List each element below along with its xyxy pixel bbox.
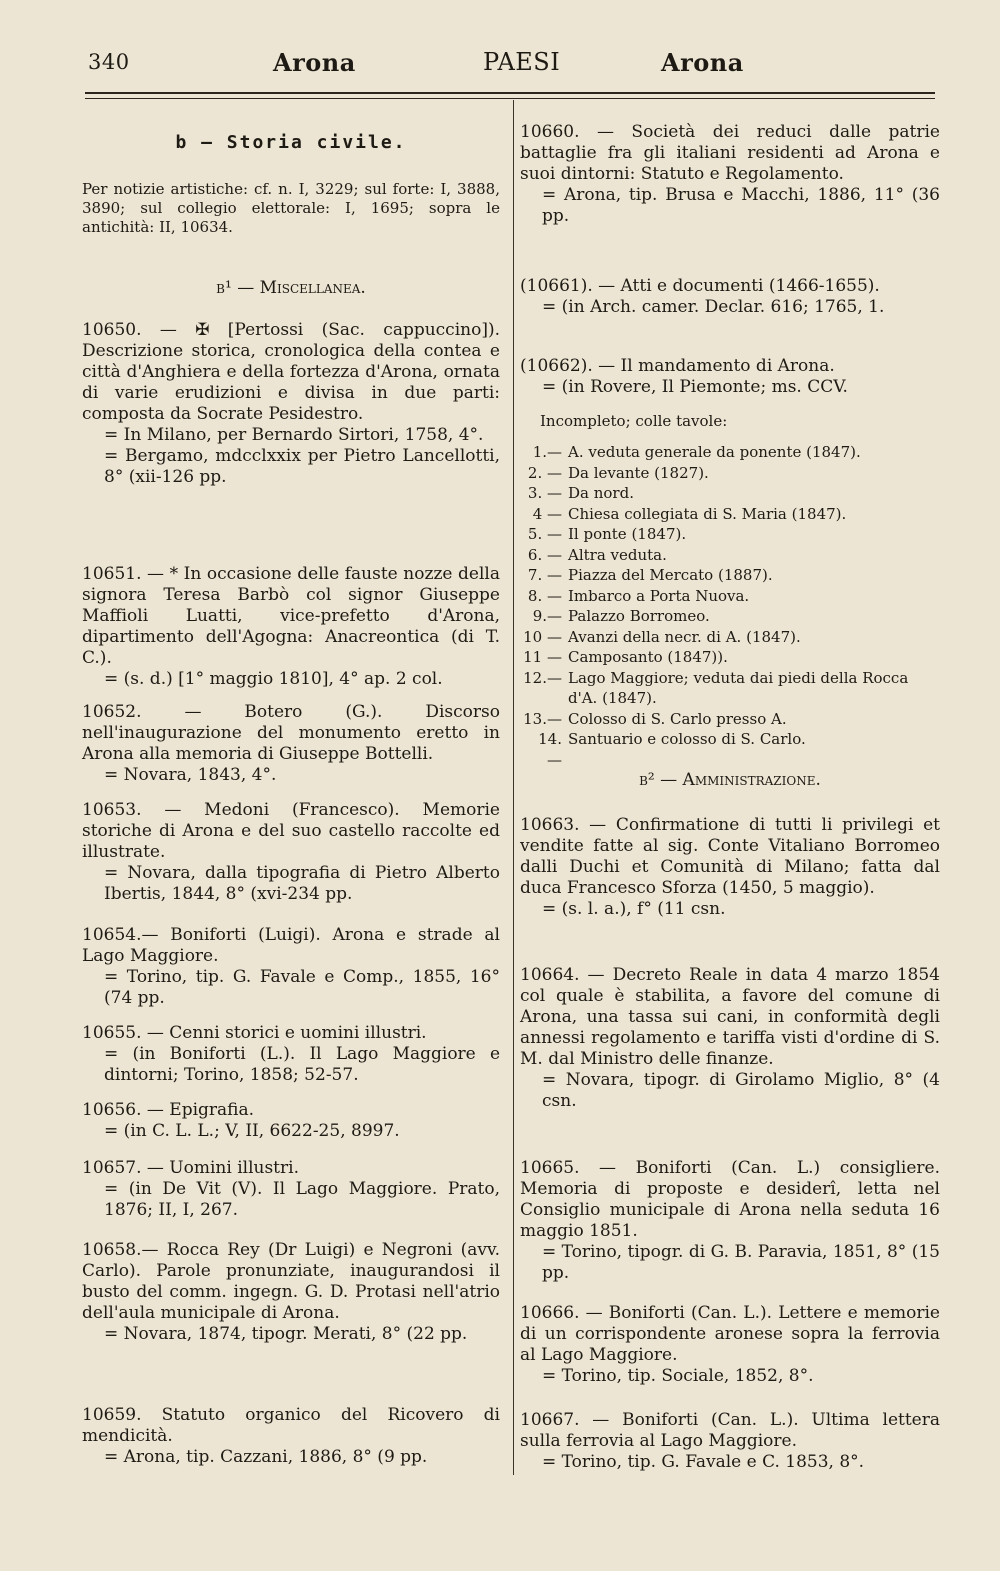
entry-imprint: = (s. d.) [1° maggio 1810], 4° ap. 2 col. [104, 669, 443, 689]
plate-number: 11 — [523, 648, 562, 666]
entry-text: 10654.— Boniforti (Luigi). Arona e strade al Lago Maggiore. [82, 925, 500, 966]
entry-text: 10657. — Uomini illustri. [82, 1158, 299, 1178]
plate-number: 6. — [527, 545, 562, 564]
entry-10658 [82, 1240, 500, 1345]
entry-10664 [520, 965, 940, 1112]
entry-imprint: = Arona, tip. Cazzani, 1886, 8° (9 pp. [104, 1447, 428, 1467]
plate-item [520, 545, 940, 566]
plate-title: Imbarco a Porta Nuova. [568, 586, 750, 605]
plates-intro: Incompleto; colle tavole: [540, 412, 728, 430]
entry-10656 [82, 1100, 500, 1142]
header-left-title: Arona [273, 48, 356, 77]
plate-number: 7. — [527, 566, 562, 584]
plate-item [520, 586, 940, 607]
plate-number: 1.— [532, 443, 562, 461]
plate-item [520, 524, 940, 545]
plate-number: 14. — [538, 730, 562, 769]
running-header [85, 40, 935, 90]
entry-text: (10661). — Atti e documenti (1466-1655). [520, 276, 880, 296]
plate-item [520, 442, 940, 463]
entry-imprint: = Arona, tip. Brusa e Macchi, 1886, 11° (36 pp. [542, 185, 940, 226]
plate-number: 8. — [527, 586, 562, 605]
plate-number: 13.— [523, 709, 562, 728]
plate-item [520, 565, 940, 586]
entry-text: 10653. — Medoni (Francesco). Memorie storiche di Arona e del suo castello raccolte ed illustrate. [82, 800, 500, 862]
entry-text: (10662). — Il mandamento di Arona. [520, 356, 835, 376]
entry-10650 [82, 320, 500, 488]
plate-item [520, 504, 940, 525]
entry-imprint: = (in Rovere, Il Piemonte; ms. CCV. [542, 377, 848, 397]
section-b1-title: b¹ — Miscellanea. [216, 278, 366, 298]
entry-text: 10652. — Botero (G.). Discorso nell'inaugurazione del monumento eretto in Arona alla memoria di Giuseppe Bottelli. [82, 702, 500, 764]
section-b2-title: b² — Amministrazione. [639, 770, 821, 790]
plate-title: Il ponte (1847). [568, 525, 687, 543]
entry-10661 [520, 276, 940, 318]
entry-text: 10660. — Società dei reduci dalle patrie battaglie fra gli italiani residenti ad Arona e suoi dintorni: Statuto e Regolamento. [520, 122, 940, 184]
plate-number: 2. — [527, 463, 562, 482]
entry-text: 10659. Statuto organico del Ricovero di mendicità. [82, 1405, 500, 1446]
plate-title: Santuario e colosso di S. Carlo. [568, 730, 806, 748]
entry-imprint: = (in De Vit (V). Il Lago Maggiore. Prato, 1876; II, I, 267. [104, 1179, 500, 1220]
entry-imprint: = Bergamo, mdcclxxix per Pietro Lancellotti, 8° (xii-126 pp. [104, 446, 500, 487]
entry-text: 10656. — Epigrafia. [82, 1100, 255, 1120]
plate-title: Da nord. [568, 484, 634, 502]
header-rule-thin [85, 98, 935, 99]
plate-number: 9.— [532, 607, 562, 625]
entry-10660 [520, 122, 940, 227]
plate-number: 4 — [532, 504, 562, 523]
entry-10662 [520, 356, 940, 398]
entry-imprint: = Novara, dalla tipografia di Pietro Alberto Ibertis, 1844, 8° (xvi-234 pp. [104, 863, 500, 904]
entry-text: 10650. — ✠ [Pertossi (Sac. cappuccino]). Descrizione storica, cronologica della contea e città d'Anghiera e della fortezza d'Arona, ornata di varie erudizioni e divisa in due parti: composta da Socrate Pesidestro. [82, 320, 500, 424]
plate-number: 10 — [523, 627, 562, 646]
plate-title: Altra veduta. [568, 545, 667, 564]
entry-imprint: = Novara, tipogr. di Girolamo Miglio, 8° (4 csn. [542, 1070, 940, 1111]
plates-list [520, 442, 940, 770]
entry-imprint: = Novara, 1874, tipogr. Merati, 8° (22 pp. [104, 1324, 468, 1344]
plate-item [520, 463, 940, 484]
section-b-title: b — Storia civile. [175, 132, 407, 153]
entry-imprint: = In Milano, per Bernardo Sirtori, 1758, 4°. [104, 425, 484, 445]
entry-text: 10663. — Confirmatione di tutti li privilegi et vendite fatte al sig. Conte Vitaliano Borromeo dalli Duchi et Comunità di Milano; fatta dal duca Francesco Sforza (1450, 5 maggio). [520, 815, 940, 898]
header-rule [85, 92, 935, 94]
plate-item [520, 668, 940, 709]
plate-number: 3. — [527, 484, 562, 502]
entry-imprint: = (in Boniforti (L.). Il Lago Maggiore e dintorni; Torino, 1858; 52-57. [104, 1044, 500, 1085]
plate-title: Chiesa collegiata di S. Maria (1847). [568, 504, 847, 523]
page-number: 340 [88, 50, 130, 74]
entry-imprint: = (in C. L. L.; V, II, 6622-25, 8997. [104, 1121, 400, 1141]
entry-10652 [82, 702, 500, 786]
entry-imprint: = Torino, tipogr. di G. B. Paravia, 1851, 8° (15 pp. [542, 1242, 940, 1283]
entry-imprint: = Torino, tip. G. Favale e Comp., 1855, 16° (74 pp. [104, 967, 500, 1008]
plate-item [520, 483, 940, 504]
entry-10667 [520, 1410, 940, 1473]
entry-10657 [82, 1158, 500, 1221]
entry-10653 [82, 800, 500, 905]
entry-10665 [520, 1158, 940, 1284]
plate-title: Camposanto (1847)). [568, 648, 728, 666]
header-center-title: PAESI [483, 48, 561, 76]
plate-title: A. veduta generale da ponente (1847). [568, 443, 861, 461]
plate-item [520, 647, 940, 668]
entry-10655 [82, 1023, 500, 1086]
plate-title: Palazzo Borromeo. [568, 607, 710, 625]
entry-text: 10665. — Boniforti (Can. L.) consigliere. Memoria di proposte e desiderî, letta nel Consiglio municipale di Arona nella seduta 16 maggio 1851. [520, 1158, 940, 1241]
plate-item [520, 709, 940, 730]
entry-10666 [520, 1303, 940, 1387]
plate-item [520, 627, 940, 648]
plate-title: Piazza del Mercato (1887). [568, 566, 773, 584]
entry-imprint: = (s. l. a.), f° (11 csn. [542, 899, 726, 919]
plate-title: Da levante (1827). [568, 463, 709, 482]
entry-text: 10667. — Boniforti (Can. L.). Ultima lettera sulla ferrovia al Lago Maggiore. [520, 1410, 940, 1451]
entry-text: 10658.— Rocca Rey (Dr Luigi) e Negroni (avv. Carlo). Parole pronunziate, inaugurandosi il busto del comm. ingegn. G. D. Protasi nell'atrio dell'aula municipale di Arona. [82, 1240, 500, 1323]
plate-number: 12.— [523, 668, 562, 687]
entry-imprint: = Torino, tip. Sociale, 1852, 8°. [542, 1366, 814, 1386]
header-right-title: Arona [661, 48, 744, 77]
entry-imprint: = Torino, tip. G. Favale e C. 1853, 8°. [542, 1452, 865, 1472]
entry-10654 [82, 925, 500, 1009]
entry-10663 [520, 815, 940, 920]
entry-10651 [82, 564, 500, 690]
plate-title: Avanzi della necr. di A. (1847). [568, 627, 801, 646]
plate-title: Lago Maggiore; veduta dai piedi della Rocca d'A. (1847). [568, 668, 909, 707]
entry-text: 10664. — Decreto Reale in data 4 marzo 1854 col quale è stabilita, a favore del comune di Arona, una tassa sui cani, in conformità degli annessi regolamento e tariffa visti d'ordine di S. M. dal Ministro delle finanze. [520, 965, 940, 1069]
entry-text: 10655. — Cenni storici e uomini illustri. [82, 1023, 427, 1043]
entry-imprint: = Novara, 1843, 4°. [104, 765, 277, 785]
plate-title: Colosso di S. Carlo presso A. [568, 709, 787, 728]
entry-text: 10666. — Boniforti (Can. L.). Lettere e memorie di un corrispondente aronese sopra la ferrovia al Lago Maggiore. [520, 1303, 940, 1365]
entry-imprint: = (in Arch. camer. Declar. 616; 1765, 1. [542, 297, 885, 317]
entry-10659 [82, 1405, 500, 1468]
plate-item [520, 729, 940, 770]
column-divider [513, 100, 514, 1475]
plate-item [520, 606, 940, 627]
section-b-note: Per notizie artistiche: cf. n. I, 3229; sul forte: I, 3888, 3890; sul collegio elettorale: I, 1695; sopra le antichità: II, 10634. [82, 180, 500, 236]
plate-number: 5. — [527, 525, 562, 543]
entry-text: 10651. — * In occasione delle fauste nozze della signora Teresa Barbò col signor Giuseppe Maffioli Luatti, vice-prefetto d'Arona, dipartimento dell'Agogna: Anacreontica (di T. C.). [82, 564, 500, 668]
